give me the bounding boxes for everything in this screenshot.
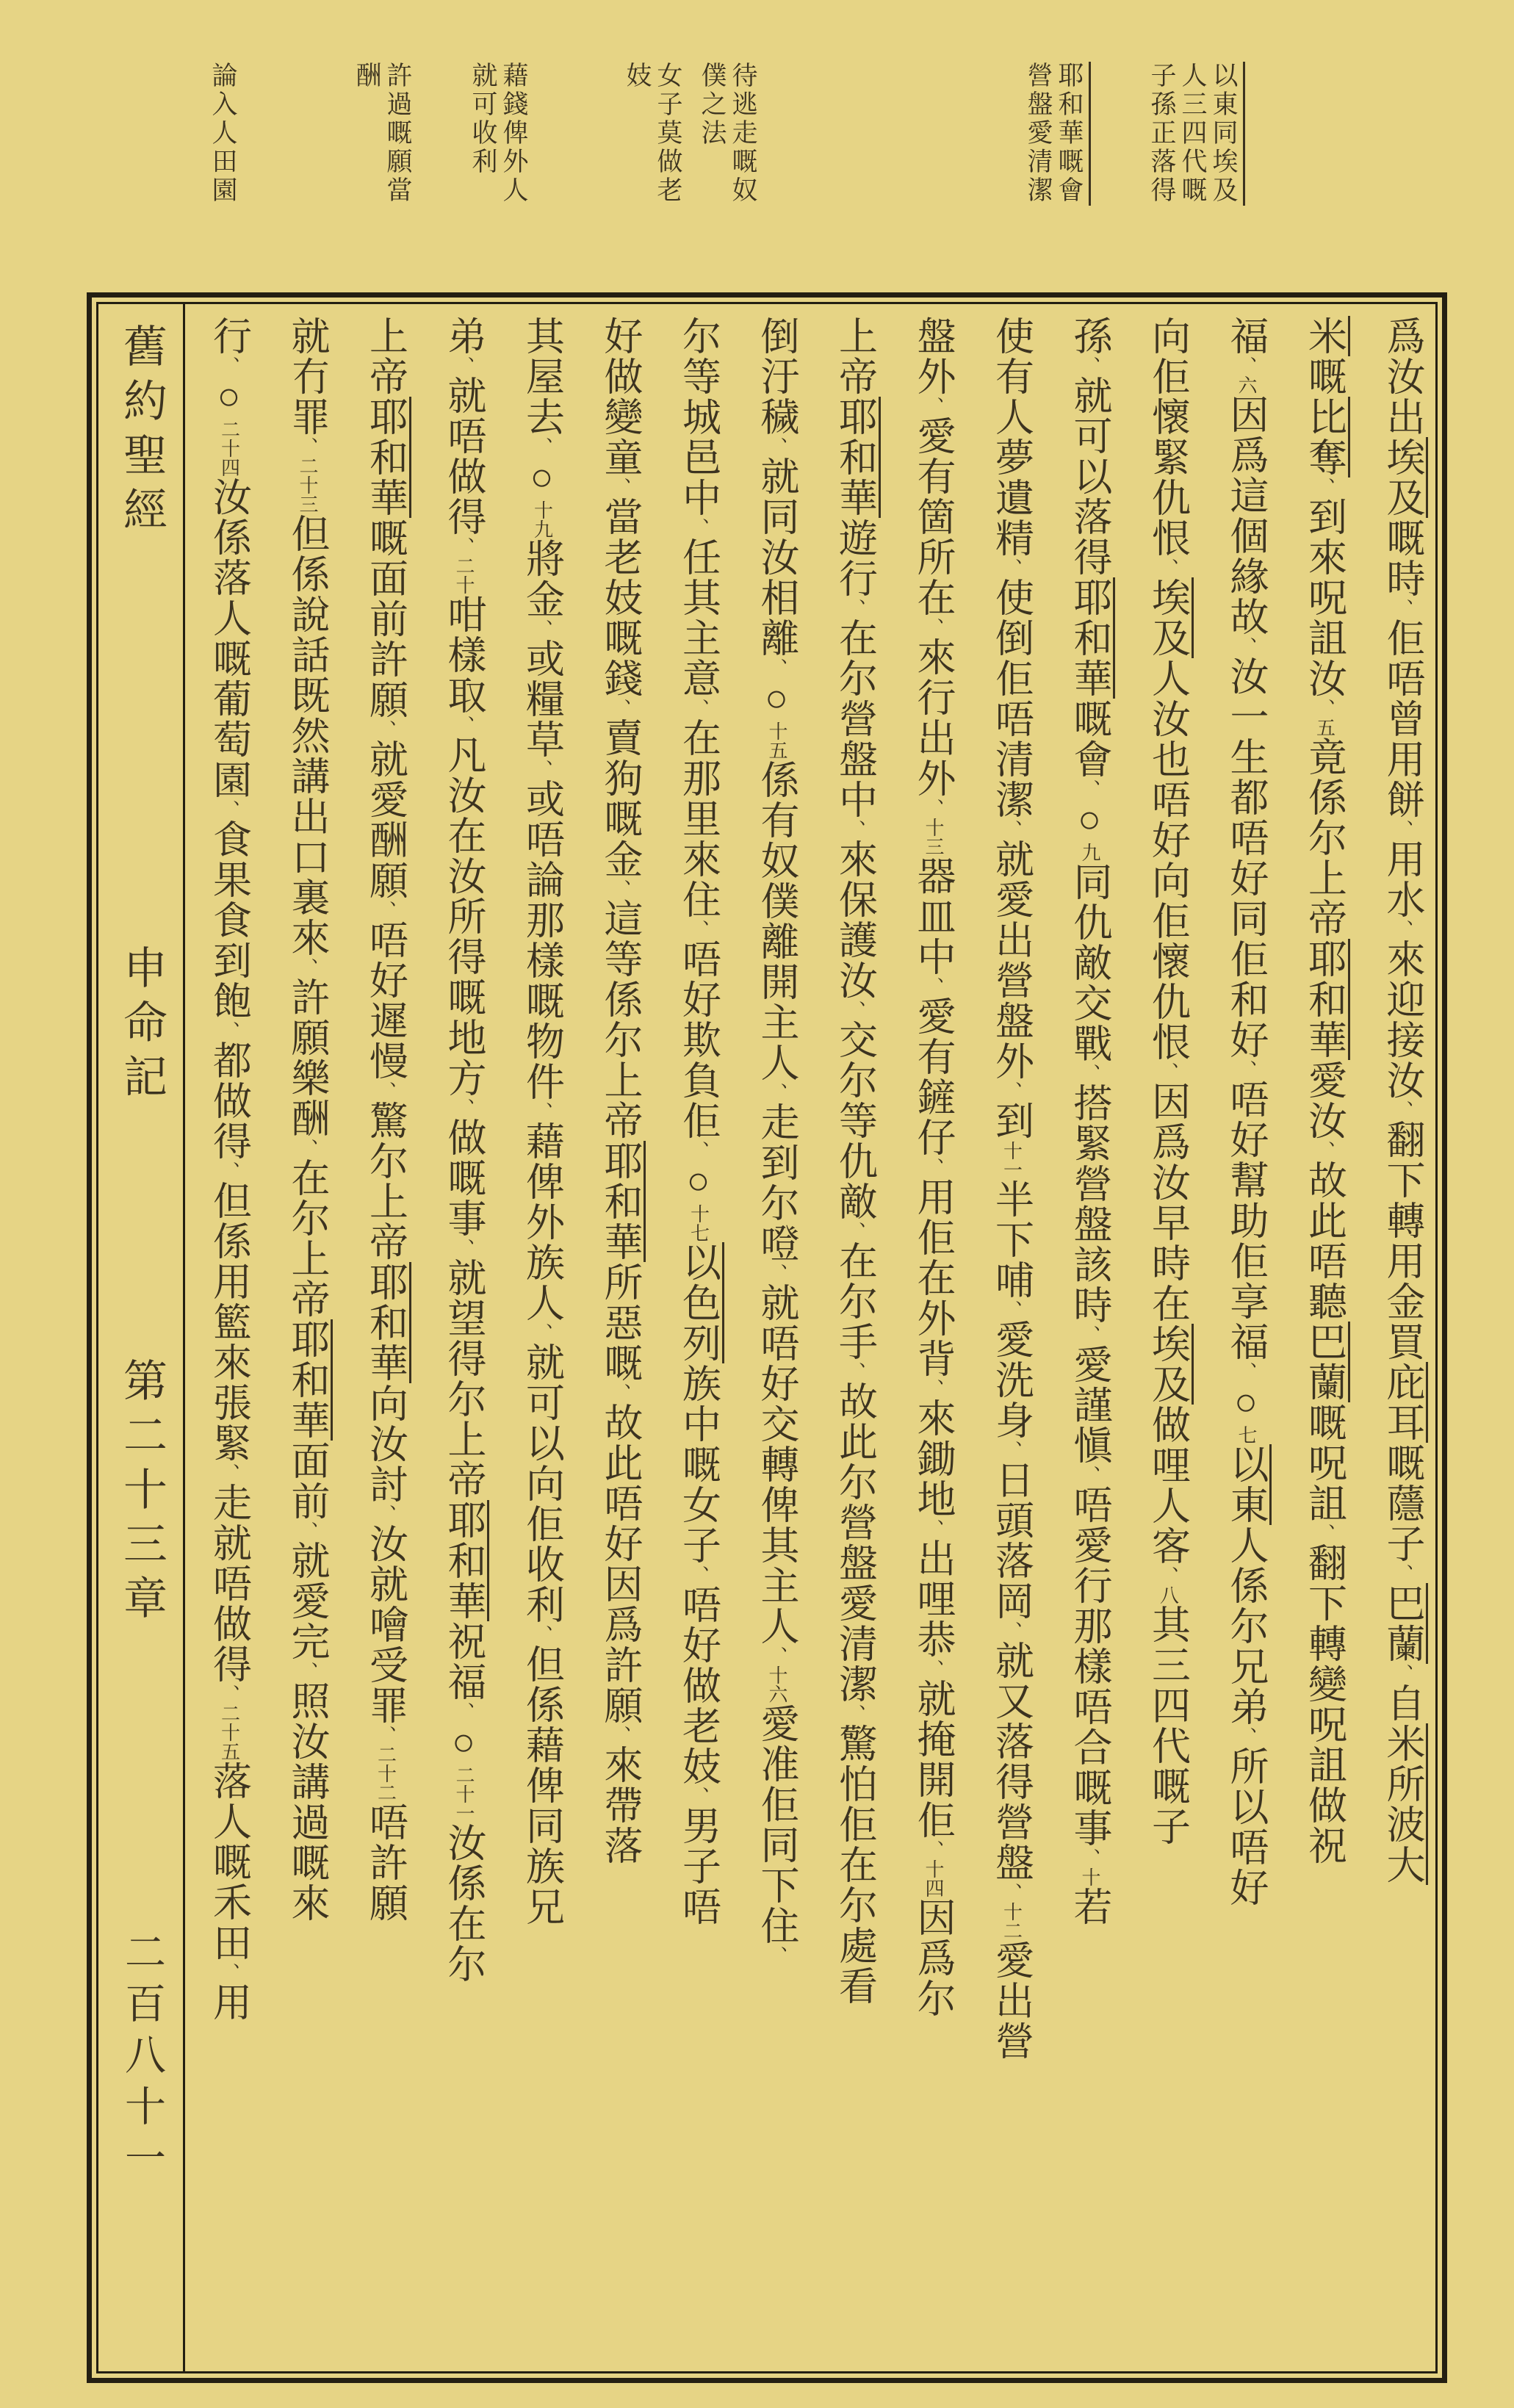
punctuation: 、	[1392, 1564, 1413, 1583]
proper-noun: 埃及	[1147, 577, 1194, 658]
punctuation: 、	[453, 715, 475, 735]
text-run: 嘅蘟子	[1381, 1443, 1424, 1564]
text-run: 凡汝在汝所得嘅地方	[442, 735, 485, 1098]
punctuation: 、	[844, 1222, 866, 1241]
text-run: 愛謹愼	[1068, 1344, 1111, 1466]
punctuation: 、	[1313, 1141, 1335, 1160]
proper-noun: 巴蘭	[1303, 1322, 1350, 1402]
text-run: 驚尔上帝	[364, 1100, 407, 1262]
text-run: 搭緊營盤該時	[1068, 1083, 1111, 1325]
punctuation: 、	[923, 799, 944, 818]
punctuation: 、	[1001, 1883, 1023, 1902]
text-run: 嘅	[1302, 356, 1346, 397]
proper-noun: 庇耳	[1381, 1362, 1428, 1443]
punctuation: 、	[1157, 558, 1179, 577]
proper-noun: 耶和華	[1068, 577, 1115, 699]
text-column	[659, 316, 738, 2351]
punctuation: 、	[1236, 356, 1257, 375]
punctuation: 、	[453, 537, 475, 556]
punctuation: 、	[1392, 599, 1413, 618]
text-run: 日頭落岡	[989, 1460, 1033, 1621]
punctuation: 、	[297, 437, 318, 456]
text-run: 唔許願	[364, 1802, 407, 1923]
text-run: 嘅呪詛	[1302, 1402, 1346, 1524]
text-run: ○	[1225, 1381, 1267, 1425]
proper-noun: 米	[1303, 316, 1350, 356]
text-run: 就可以向佢收利	[520, 1342, 563, 1625]
punctuation: 、	[923, 397, 944, 416]
punctuation: 、	[1001, 1621, 1023, 1640]
punctuation: 、	[453, 356, 475, 375]
verse-number: 十	[1079, 1867, 1100, 1886]
punctuation: 、	[1313, 699, 1335, 718]
punctuation: 、	[531, 619, 553, 638]
punctuation: 、	[923, 977, 944, 996]
text-run: 到來呪詛汝	[1302, 497, 1346, 699]
text-run: 故此尔營盤愛清潔	[833, 1381, 876, 1704]
punctuation: 、	[297, 1662, 318, 1681]
text-run: 竟係尔上帝	[1302, 737, 1346, 939]
text-run: 所以唔好	[1225, 1746, 1267, 1908]
punctuation: 、	[766, 1083, 787, 1102]
text-run: 遊行	[833, 518, 876, 599]
text-run: 上帝	[833, 316, 876, 397]
text-column	[738, 316, 816, 2351]
punctuation: 、	[1079, 356, 1100, 375]
text-run: 向汝討	[364, 1383, 407, 1504]
text-run: 在尔營盤中	[833, 618, 876, 820]
text-run: 男子唔	[677, 1806, 720, 1927]
text-run: 愛洗身	[989, 1319, 1033, 1441]
text-run: 行	[207, 316, 250, 356]
punctuation: 、	[610, 699, 631, 718]
text-run: 嘅時	[1381, 518, 1424, 599]
text-run: 用	[207, 1982, 250, 2022]
text-run: 賣狗嘅金	[599, 718, 641, 879]
title-column	[98, 304, 185, 2371]
text-run: 就又落得營盤	[989, 1640, 1033, 1883]
punctuation: 、	[297, 958, 318, 977]
text-run: 落人嘅禾田	[207, 1761, 250, 1963]
text-run: 人汝也唔好向佢懷仇恨	[1146, 658, 1189, 1062]
text-run: 任其主意	[677, 537, 720, 699]
margin-note-usury-foreigner: 藉錢俾外人就可收利	[469, 62, 528, 205]
punctuation: 、	[1001, 1441, 1023, 1460]
text-run: ○	[677, 1160, 720, 1204]
text-run: ○	[520, 456, 563, 500]
text-run: 孫	[1068, 316, 1111, 356]
verse-number: 二十四	[218, 419, 240, 477]
text-run: 走就唔做得	[207, 1482, 250, 1684]
text-run: 都做得	[207, 1040, 250, 1161]
text-run: 因爲尔	[912, 1897, 954, 2019]
punctuation: 、	[1001, 1300, 1023, 1319]
text-run: 器皿中	[912, 856, 954, 977]
proper-noun: 耶和華	[599, 1141, 646, 1262]
text-run: 來迎接汝	[1381, 939, 1424, 1100]
verse-number: 五	[1313, 718, 1335, 737]
punctuation: 、	[923, 1659, 944, 1679]
text-run: 盤外	[912, 316, 954, 397]
punctuation: 、	[453, 1239, 475, 1258]
text-run: 人係尔兄弟	[1225, 1525, 1267, 1727]
text-run: 尔等城邑中	[677, 316, 720, 518]
text-run: 咁樣取	[442, 594, 485, 715]
punctuation: 、	[1001, 820, 1023, 839]
punctuation: 、	[688, 1565, 710, 1585]
text-run: 來帶落	[599, 1745, 641, 1866]
verse-number: 六	[1236, 375, 1257, 394]
verse-number: 二十二	[375, 1745, 397, 1802]
proper-noun: 埃及	[1147, 1324, 1194, 1405]
text-run: 汝係在尔	[442, 1823, 485, 1984]
punctuation: 、	[923, 1840, 944, 1859]
proper-noun: 耶和華	[286, 1319, 333, 1441]
text-run: 使倒佢唔清潔	[989, 577, 1033, 820]
punctuation: 、	[453, 1702, 475, 1721]
punctuation: 、	[218, 356, 240, 375]
text-run: 祝福	[442, 1621, 485, 1702]
text-run: 就冇罪	[286, 316, 328, 437]
chapter-title: 第二十三章	[118, 1358, 166, 1629]
punctuation: 、	[923, 1379, 944, 1398]
punctuation: 、	[1392, 920, 1413, 939]
text-run: 就同汝相離	[755, 456, 798, 658]
text-run: 用佢在外背	[912, 1177, 954, 1379]
text-column	[894, 316, 973, 2351]
text-run: 唔好幫助佢享福	[1225, 1079, 1267, 1362]
text-run: 愛汝	[1302, 1060, 1346, 1141]
punctuation: 、	[531, 1323, 553, 1342]
text-run: 走到尔噔	[755, 1102, 798, 1264]
punctuation: 、	[1236, 1060, 1257, 1079]
verse-number: 十二	[1001, 1902, 1023, 1940]
proper-noun: 耶和華	[1303, 939, 1350, 1060]
verse-number: 十六	[766, 1665, 787, 1704]
text-run: 所惡嘅	[599, 1262, 641, 1383]
text-run: 藉俾外族人	[520, 1121, 563, 1323]
verse-number: 九	[1079, 843, 1100, 862]
verse-number: 十七	[688, 1204, 710, 1242]
punctuation: 、	[218, 1161, 240, 1180]
text-run: 在尔上帝	[286, 1158, 328, 1319]
text-run: 汝就噲受罪	[364, 1524, 407, 1726]
punctuation: 、	[1001, 558, 1023, 577]
punctuation: 、	[1079, 1064, 1100, 1083]
text-run: 就愛出營盤外	[989, 839, 1033, 1081]
punctuation: 、	[1079, 1325, 1100, 1344]
text-run: 其屋去	[520, 316, 563, 437]
text-run: ○	[442, 1721, 485, 1765]
punctuation: 、	[1079, 779, 1100, 799]
punctuation: 、	[1392, 1100, 1413, 1120]
punctuation: 、	[375, 720, 397, 739]
punctuation: 、	[297, 1521, 318, 1540]
text-run: 愛准佢同下住	[755, 1704, 798, 1946]
punctuation: 、	[375, 1081, 397, 1100]
punctuation: 、	[1236, 1362, 1257, 1381]
text-run: 將金	[520, 538, 563, 619]
verse-number: 十九	[531, 500, 553, 538]
punctuation: 、	[1079, 1848, 1100, 1867]
text-run: 驚怕佢在尔處看	[833, 1723, 876, 2006]
punctuation: 、	[844, 599, 866, 618]
text-run: 因爲汝早時在	[1146, 1081, 1189, 1324]
punctuation: 、	[610, 1383, 631, 1402]
text-run: 或唔論那樣嘅物件	[520, 779, 563, 1102]
text-run: 唔好欺負佢	[677, 939, 720, 1141]
text-run: 使有人夢遺精	[989, 316, 1033, 558]
text-run: 福	[1225, 316, 1267, 356]
text-run: 當老妓嘅錢	[599, 497, 641, 699]
proper-noun: 耶和華	[442, 1500, 489, 1621]
body-columns	[185, 304, 1452, 2371]
punctuation: 、	[766, 1946, 787, 1965]
text-run: 面前	[286, 1441, 328, 1521]
text-run: 這等係尔上帝	[599, 898, 641, 1141]
page-frame-inner	[96, 302, 1438, 2373]
punctuation: 、	[766, 658, 787, 677]
text-run: 就愛完	[286, 1540, 328, 1662]
punctuation: 、	[1157, 1566, 1179, 1585]
margin-note-edom-egypt: 以東同埃及人三四代嘅子孫正落得	[1146, 62, 1245, 206]
text-run: 因爲這個緣故	[1225, 394, 1267, 637]
margin-note-camp-clean: 耶和華嘅會營盤愛清潔	[1023, 62, 1091, 206]
punctuation: 、	[531, 1625, 553, 1644]
punctuation: 、	[218, 1684, 240, 1704]
punctuation: 、	[453, 1098, 475, 1117]
proper-noun: 耶和華	[364, 1262, 411, 1383]
verse-number: 十四	[923, 1859, 944, 1897]
text-run: 但係藉俾同族兄	[520, 1644, 563, 1927]
proper-noun: 以東	[1225, 1444, 1272, 1525]
text-run: 到	[989, 1100, 1033, 1141]
text-run: 出哩恭	[912, 1538, 954, 1659]
text-run: 半下哺	[989, 1179, 1033, 1300]
text-run: 食果食到飽	[207, 819, 250, 1021]
text-column	[268, 316, 347, 2351]
text-run: 倒汙穢	[755, 316, 798, 437]
text-run: 用水	[1381, 839, 1424, 920]
punctuation: 、	[1157, 1062, 1179, 1081]
text-run: 就愛酬願	[364, 739, 407, 901]
text-column	[1207, 316, 1286, 2351]
text-run: 就掩開佢	[912, 1679, 954, 1840]
punctuation: 、	[218, 1021, 240, 1040]
punctuation: 、	[688, 1141, 710, 1160]
page-number: 二百八十一	[119, 1931, 165, 2188]
punctuation: 、	[1236, 637, 1257, 656]
section-title: 申命記	[118, 945, 166, 1108]
proper-noun: 耶和華	[834, 397, 881, 518]
punctuation: 、	[375, 1726, 397, 1745]
verse-number: 八	[1157, 1585, 1179, 1604]
text-run: 故此唔好因爲許願	[599, 1402, 641, 1726]
punctuation: 、	[766, 1264, 787, 1283]
text-column	[1128, 316, 1207, 2351]
proper-noun: 比奪	[1303, 397, 1350, 477]
proper-noun: 埃及	[1381, 437, 1428, 518]
punctuation: 、	[531, 1102, 553, 1121]
text-run: 弟	[442, 316, 485, 356]
punctuation: 、	[844, 1704, 866, 1723]
punctuation: 、	[844, 1001, 866, 1020]
punctuation: 、	[1392, 820, 1413, 839]
text-run: 向佢懷緊仇恨	[1146, 316, 1189, 558]
text-column	[190, 316, 268, 2351]
text-run: 唔好遲慢	[364, 920, 407, 1081]
text-run: 愛有鏟仔	[912, 996, 954, 1158]
text-run: 就唔做得	[442, 375, 485, 537]
text-column	[581, 316, 660, 2351]
punctuation: 、	[923, 1519, 944, 1538]
text-run: 就唔好交轉俾其主人	[755, 1283, 798, 1646]
punctuation: 、	[1001, 1081, 1023, 1100]
punctuation: 、	[610, 1726, 631, 1745]
verse-number: 七	[1236, 1425, 1257, 1444]
text-run: ○	[755, 677, 798, 721]
proper-noun: 米所波大	[1381, 1723, 1428, 1885]
punctuation: 、	[218, 800, 240, 819]
punctuation: 、	[844, 1362, 866, 1381]
text-run: 唔愛行那樣唔合嘅事	[1068, 1485, 1111, 1848]
text-run: 照汝講過嘅來	[286, 1681, 328, 1923]
punctuation: 、	[531, 760, 553, 779]
text-run: 或糧草	[520, 638, 563, 760]
verse-number: 二十三	[297, 456, 318, 513]
text-column	[502, 316, 581, 2351]
text-run: 族中嘅女子	[677, 1363, 720, 1565]
verse-number: 十三	[923, 818, 944, 856]
verse-number: 二十	[453, 556, 475, 594]
text-run: 翻下轉變呪詛做祝	[1302, 1543, 1346, 1866]
punctuation: 、	[923, 618, 944, 637]
text-column	[1363, 316, 1442, 2351]
text-run: 好做變童	[599, 316, 641, 477]
proper-noun: 以色列	[677, 1242, 724, 1363]
punctuation: 、	[844, 820, 866, 839]
punctuation: 、	[218, 1463, 240, 1482]
text-run: 係有奴僕離開主人	[755, 760, 798, 1083]
punctuation: 、	[1236, 1727, 1257, 1746]
text-run: 做嘅事	[442, 1117, 485, 1239]
text-run: 嘅面前許願	[364, 518, 407, 720]
text-run: 來鋤地	[912, 1398, 954, 1519]
punctuation: 、	[688, 699, 710, 718]
text-run: 爲汝出	[1381, 316, 1424, 437]
text-run: 愛有箇所在	[912, 416, 954, 618]
text-run: ○	[207, 375, 250, 419]
punctuation: 、	[766, 1646, 787, 1665]
text-run: 做哩人客	[1146, 1405, 1189, 1566]
margin-note-escaped-slave: 待逃走嘅奴僕之法	[698, 62, 757, 205]
text-run: 來行出外	[912, 637, 954, 799]
verse-number: 二十一	[453, 1765, 475, 1823]
text-run: 汝係落人嘅葡萄園	[207, 477, 250, 800]
proper-noun: 巴蘭	[1381, 1583, 1428, 1664]
text-column	[972, 316, 1050, 2351]
punctuation: 、	[218, 1963, 240, 1982]
text-run: 但係說話既然講出口裏來	[286, 513, 328, 958]
punctuation: 、	[766, 437, 787, 456]
text-run: 來保護汝	[833, 839, 876, 1001]
page-frame	[87, 292, 1447, 2383]
punctuation: 、	[1313, 477, 1335, 497]
text-column	[346, 316, 425, 2351]
punctuation: 、	[688, 1787, 710, 1806]
text-run: ○	[1068, 799, 1111, 843]
text-run: 若	[1068, 1886, 1111, 1927]
text-run: 同仇敵交戰	[1068, 862, 1111, 1064]
text-run: 其三四代嘅子	[1146, 1604, 1189, 1847]
text-column	[1285, 316, 1363, 2351]
text-run: 嘅會	[1068, 699, 1111, 779]
punctuation: 、	[688, 518, 710, 537]
text-run: 就可以落得	[1068, 375, 1111, 577]
text-run: 故此唔聽	[1302, 1160, 1346, 1322]
text-run: 就望得尔上帝	[442, 1258, 485, 1500]
text-column	[815, 316, 894, 2351]
verse-number: 十一	[1001, 1141, 1023, 1179]
text-column	[1050, 316, 1129, 2351]
punctuation: 、	[1313, 1524, 1335, 1543]
text-run: 翻下轉用金買	[1381, 1120, 1424, 1362]
text-run: 自	[1381, 1683, 1424, 1723]
verse-number: 二十五	[218, 1704, 240, 1761]
text-run: 許願樂酬	[286, 977, 328, 1139]
proper-noun: 耶和華	[364, 397, 411, 518]
text-run: 上帝	[364, 316, 407, 397]
punctuation: 、	[1079, 1466, 1100, 1485]
text-run: 汝一生都唔好同佢和好	[1225, 656, 1267, 1060]
text-run: 唔好做老妓	[677, 1585, 720, 1787]
punctuation: 、	[1392, 1664, 1413, 1683]
punctuation: 、	[610, 879, 631, 898]
punctuation: 、	[610, 477, 631, 497]
verse-number: 十五	[766, 721, 787, 760]
text-run: 但係用籃來張緊	[207, 1180, 250, 1463]
punctuation: 、	[297, 1139, 318, 1158]
text-column	[425, 316, 503, 2351]
punctuation: 、	[688, 920, 710, 939]
text-run: 在那里來住	[677, 718, 720, 920]
text-run: 在尔手	[833, 1241, 876, 1362]
text-run: 交尔等仇敵	[833, 1020, 876, 1222]
text-run: 愛出營	[989, 1940, 1033, 2061]
punctuation: 、	[375, 1504, 397, 1524]
margin-note-neighbour-field: 論入人田園	[209, 62, 237, 205]
punctuation: 、	[531, 437, 553, 456]
margin-note-no-harlot: 女子莫做老妓	[623, 62, 682, 205]
punctuation: 、	[923, 1158, 944, 1177]
text-run: 佢唔曾用餅	[1381, 618, 1424, 820]
book-title: 舊約聖經	[118, 323, 166, 541]
punctuation: 、	[375, 901, 397, 920]
margin-note-pay-vows: 許過嘅願當酬	[353, 62, 412, 205]
